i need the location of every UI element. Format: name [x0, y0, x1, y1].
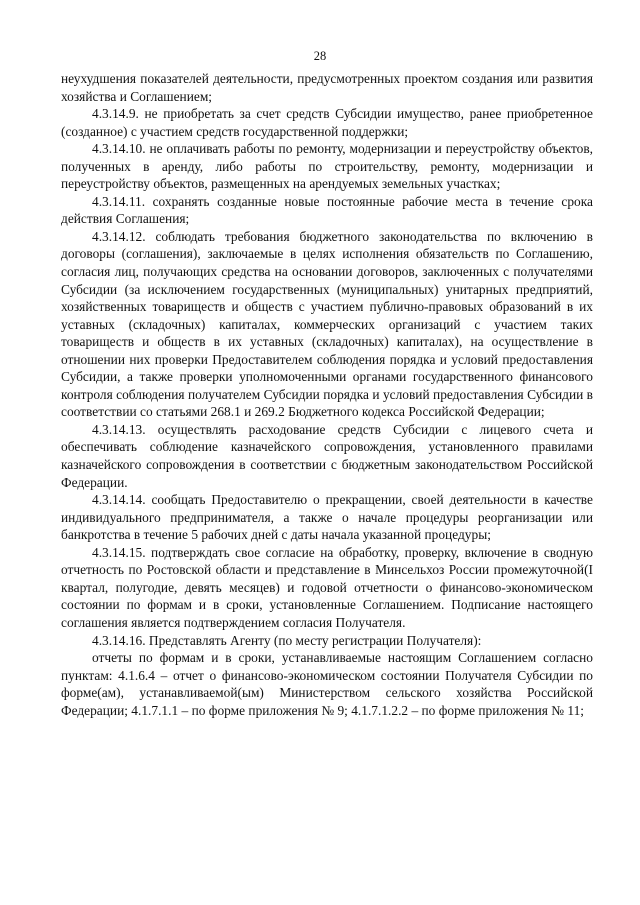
paragraph-4-3-14-14: 4.3.14.14. сообщать Предоставителю о прекращении, своей деятельности в качестве индивидуального предпринимателя, а также о начале процедуры реорганизации или банкротства в течение 5 рабочих дней с даты начала указанной процедуры; [61, 492, 593, 543]
paragraph-4-3-14-16: 4.3.14.16. Представлять Агенту (по месту регистрации Получателя): [92, 632, 482, 648]
paragraph-4-3-14-13: 4.3.14.13. осуществлять расходование средств Субсидии с лицевого счета и обеспечивать соблюдение казначейского сопровождения, установленного правилами казначейского сопровождения в соответствии с бюджетным законодательством Российской Федерации. [61, 421, 593, 490]
paragraph-4-3-14-15: 4.3.14.15. подтверждать свое согласие на обработку, проверку, включение в сводную отчетность по Ростовской области и представление в Минсельхоз России промежуточной(I квартал, полугодие, девять месяцев) и годовой отчетности о финансово-экономическом состоянии по формам и в сроки, установленные Соглашением. Подписание настоящего соглашения является подтверждением согласия Получателя. [61, 544, 593, 630]
paragraph-4-3-14-12: 4.3.14.12. соблюдать требования бюджетного законодательства по включению в договоры (соглашения), заключаемые в целях исполнения обязательств по Соглашению, согласия лиц, получающих средства на основании договоров, заключенных с получателями Субсидии (за исключением государственных (муниципальных) унитарных предприятий, хозяйственных товариществ и обществ с участием публично-правовых образований в их уставных (складочных) капиталах, коммерческих организаций с участием таких товариществ и обществ в их уставных (складочных) капиталах), на осуществление в отношении них проверки Предоставителем соблюдения порядка и условий предоставления Субсидии, а также проверки уполномоченными органами государственного финансового контроля соблюдения получателем Субсидии порядка и условий предоставления Субсидии в соответствии со статьями 268.1 и 269.2 Бюджетного кодекса Российской Федерации; [61, 228, 593, 420]
page-number: 28 [313, 49, 327, 63]
paragraph-reports: отчеты по формам и в сроки, устанавливаемые настоящим Соглашением согласно пунктам: 4.1.6.4 – отчет о финансово-экономическом состоянии Получателя Субсидии по форме(ам), устанавливаемой(ым) Министерством сельского хозяйства Российской Федерации; 4.1.7.1.1 – по форме приложения № 9; 4.1.7.1.2.2 – по форме приложения № 11; [61, 650, 593, 718]
paragraph-4-3-14-10: 4.3.14.10. не оплачивать работы по ремонту, модернизации и переустройству объектов, полученных в аренду, либо работы по строительству, ремонту, модернизации и переустройству объектов, размещенных на арендуемых земельных участках; [61, 141, 593, 192]
paragraph-continuation: неухудшения показателей деятельности, предусмотренных проектом создания или развития хозяйства и Соглашением; [61, 71, 593, 104]
paragraph-4-3-14-9: 4.3.14.9. не приобретать за счет средств Субсидии имущество, ранее приобретенное (созданное) с участием средств государственной поддержки; [61, 106, 593, 139]
paragraph-4-3-14-11: 4.3.14.11. сохранять созданные новые постоянные рабочие места в течение срока действия Соглашения; [61, 193, 593, 227]
document-body [61, 70, 593, 719]
